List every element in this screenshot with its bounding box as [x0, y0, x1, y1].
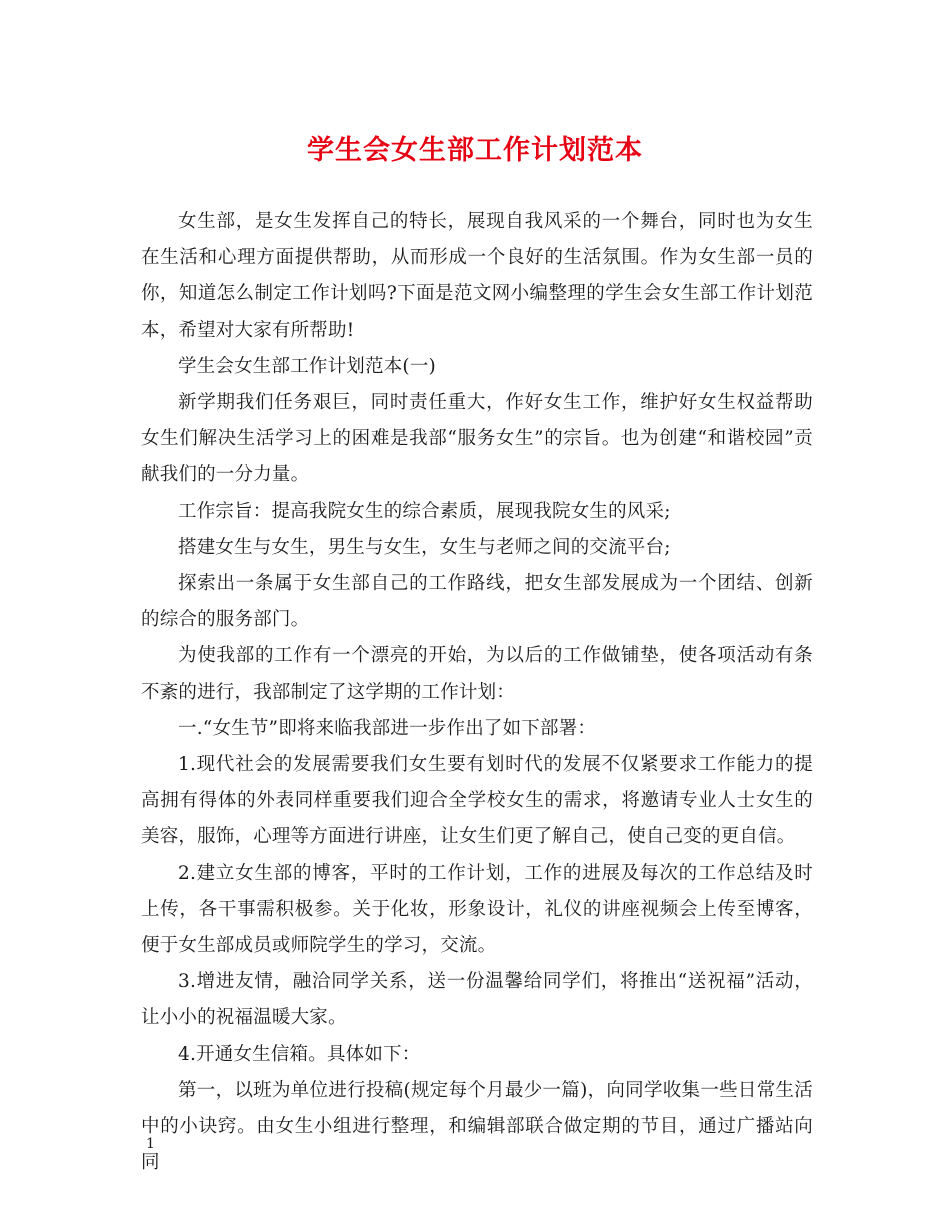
paragraph: 第一，以班为单位进行投稿(规定每个月最少一篇)，向同学收集一些日常生活中的小诀窍。由女生小组进行整理，和编辑部联合做定期的节目，通过广播站向同: [141, 1079, 813, 1174]
paragraph: 2.建立女生部的博客，平时的工作计划，工作的进展及每次的工作总结及时上传，各干事需积极参。关于化妆，形象设计，礼仪的讲座视频会上传至博客，便于女生部成员或师院学生的学习，交流。: [141, 862, 813, 957]
paragraph: 女生部，是女生发挥自己的特长，展现自我风采的一个舞台，同时也为女生在生活和心理方面提供帮助，从而形成一个良好的生活氛围。作为女生部一员的你，知道怎么制定工作计划吗?下面是范文网小编整理的学生会女生部工作计划范本，希望对大家有所帮助!: [141, 211, 813, 341]
paragraph: 一.“女生节”即将来临我部进一步作出了如下部署：: [178, 717, 597, 739]
paragraph: 探索出一条属于女生部自己的工作路线，把女生部发展成为一个团结、创新的综合的服务部门。: [141, 573, 813, 631]
paragraph: 搭建女生与女生，男生与女生，女生与老师之间的交流平台;: [178, 536, 671, 558]
paragraph: 4.开通女生信箱。具体如下：: [178, 1043, 421, 1065]
paragraph: 工作宗旨：提高我院女生的综合素质，展现我院女生的风采;: [178, 500, 671, 522]
paragraph: 学生会女生部工作计划范本(一): [178, 355, 436, 377]
paragraph: 1.现代社会的发展需要我们女生要有划时代的发展不仅紧要求工作能力的提高拥有得体的外表同样重要我们迎合全学校女生的需求，将邀请专业人士女生的美容，服饰，心理等方面进行讲座，让女生们更了解自己，使自己变的更自信。: [141, 754, 813, 848]
document-body: [141, 204, 813, 1181]
document-title: 学生会女生部工作计划范本: [307, 135, 643, 166]
page-number: 1: [146, 1136, 155, 1152]
paragraph: 新学期我们任务艰巨，同时责任重大，作好女生工作，维护好女生权益帮助女生们解决生活学习上的困难是我部“服务女生”的宗旨。也为创建“和谐校园”贡献我们的一分力量。: [141, 392, 813, 486]
paragraph: 为使我部的工作有一个漂亮的开始，为以后的工作做铺垫，使各项活动有条不紊的进行，我部制定了这学期的工作计划：: [141, 645, 813, 703]
paragraph: 3.增进友情，融洽同学关系，送一份温馨给同学们，将推出“送祝福”活动，让小小的祝福温暖大家。: [141, 971, 813, 1029]
